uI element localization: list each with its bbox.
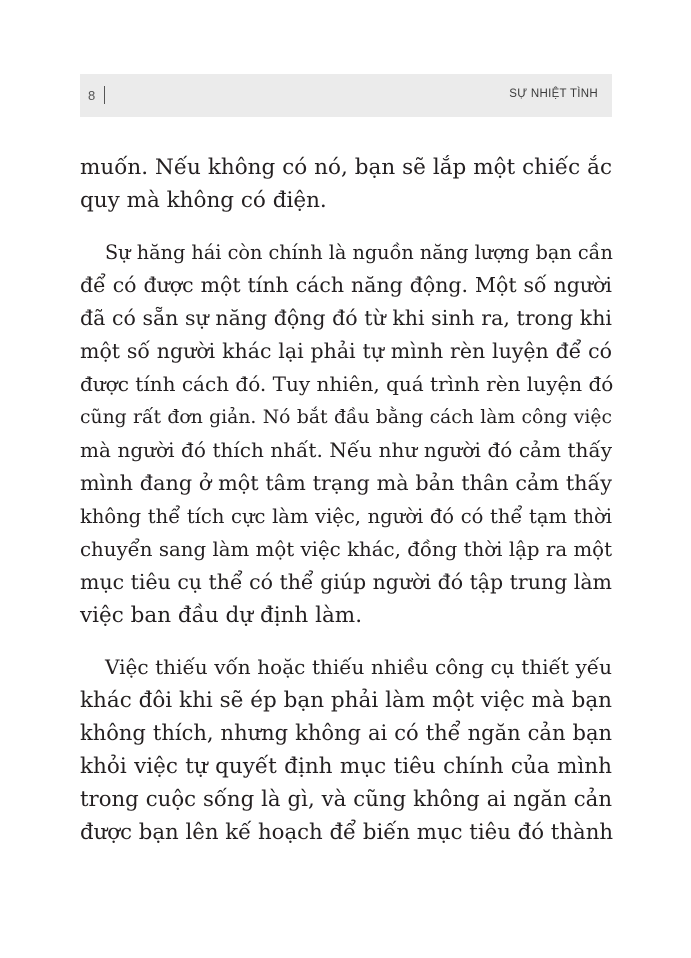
paragraph-1 <box>80 151 612 217</box>
paragraph-2 <box>80 236 612 632</box>
text-line: không thể tích cực làm việc, người đó có thể tạm thời <box>80 505 612 528</box>
text-line: trong cuộc sống là gì, và cũng không ai ngăn cản <box>80 787 612 812</box>
text-line: một số người khác lại phải tự mình rèn luyện để có <box>80 339 612 363</box>
text-line: cũng rất đơn giản. Nó bắt đầu bằng cách làm công việc <box>80 407 612 428</box>
text-line: mình đang ở một tâm trạng mà bản thân cảm thấy <box>80 471 612 495</box>
running-title: SỰ NHIỆT TÌNH <box>509 88 598 100</box>
text-line: khác đôi khi sẽ ép bạn phải làm một việc mà bạn <box>80 688 612 713</box>
text-line: chuyển sang làm một việc khác, đồng thời lập ra một <box>80 538 612 561</box>
text-line: muốn. Nếu không có nó, bạn sẽ lắp một chiếc ắc <box>80 155 612 180</box>
text-line: được bạn lên kế hoạch để biến mục tiêu đó thành <box>80 820 614 845</box>
text-line: khỏi việc tự quyết định mục tiêu chính của mình <box>80 754 612 779</box>
page-number: 8 <box>88 88 96 103</box>
text-line: Việc thiếu vốn hoặc thiếu nhiều công cụ thiết yếu <box>105 655 612 679</box>
text-line: Sự hăng hái còn chính là nguồn năng lượng bạn cần <box>105 241 613 264</box>
header-divider <box>104 86 105 104</box>
text-line: mục tiêu cụ thể có thể giúp người đó tập trung làm <box>80 570 612 594</box>
text-line: để có được một tính cách năng động. Một số người <box>80 273 612 297</box>
paragraph-3 <box>80 651 612 849</box>
text-line: mà người đó thích nhất. Nếu như người đó cảm thấy <box>80 438 612 462</box>
text-line: không thích, nhưng không ai có thể ngăn cản bạn <box>80 721 612 745</box>
text-line: được tính cách đó. Tuy nhiên, quá trình rèn luyện đó <box>80 372 614 396</box>
text-line: đã có sẵn sự năng động đó từ khi sinh ra, trong khi <box>80 306 612 330</box>
text-line: việc ban đầu dự định làm. <box>80 603 363 628</box>
text-line: quy mà không có điện. <box>80 188 327 213</box>
page-header <box>80 74 612 117</box>
body-text <box>80 151 612 868</box>
